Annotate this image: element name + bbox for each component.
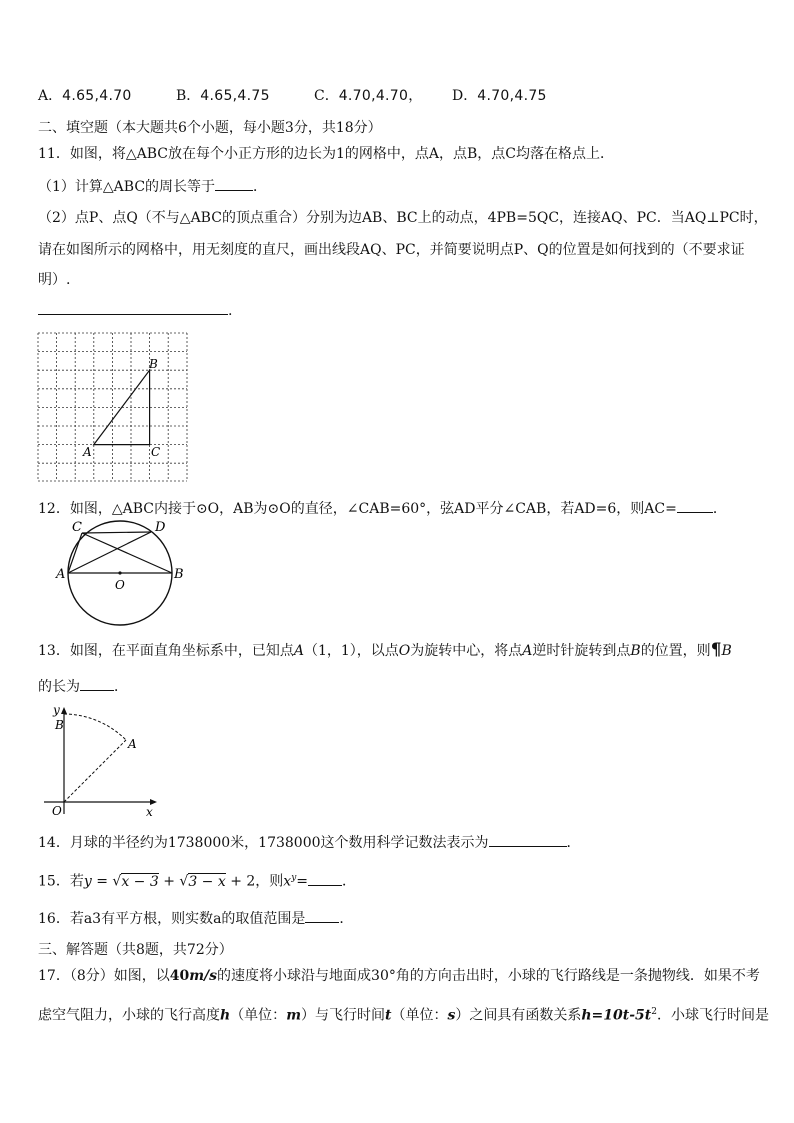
section-2-heading: 二、填空题（本大题共6个小题，每小题3分，共18分） [38, 120, 382, 136]
label-c: C [151, 445, 161, 459]
var-y: y [83, 873, 92, 890]
chord-cd [82, 532, 151, 533]
unit-m: m [286, 1007, 302, 1024]
answer-blank[interactable] [215, 176, 253, 191]
formula: h=10t-5t [581, 1007, 652, 1024]
speed-unit: m/s [189, 968, 218, 984]
answer-blank[interactable] [305, 908, 339, 923]
period: ． [253, 179, 268, 195]
option-a [38, 86, 132, 106]
q12-circle-figure [52, 518, 184, 628]
section-3-heading: 三、解答题（共8题，共72分） [38, 942, 233, 958]
q17-text: 17．（8分）如图，以 [38, 968, 170, 984]
label-o: O [115, 578, 125, 592]
q12-text [38, 498, 727, 519]
option-d [452, 86, 547, 106]
grid-lines [38, 333, 187, 481]
q13-text: 13．如图，在平面直角坐标系中，已知点 [38, 643, 294, 659]
q11-part2-line3: 明）. [38, 272, 71, 288]
option-value: 4.70,4.70， [338, 88, 423, 104]
q13-text: （1，1），以点 [303, 643, 399, 659]
var-x: x [283, 873, 292, 890]
point-b: B [630, 643, 641, 659]
label-b: B [55, 718, 64, 732]
q13-coordinate-figure [40, 702, 165, 820]
q11-answer-line [38, 300, 232, 321]
q13-line1 [38, 640, 732, 661]
period: ． [342, 873, 357, 890]
q13-text: 的长为 [38, 679, 80, 695]
arc-symbol: ¶ [710, 640, 722, 660]
period: ． [712, 501, 727, 517]
option-letter: C． [314, 88, 339, 104]
q13-text: 为旋转中心，将点 [410, 643, 523, 659]
var-t: t [385, 1007, 392, 1024]
exponent-y: y [291, 873, 297, 883]
q17-text: 虑空气阻力，小球的飞行高度 [38, 1007, 220, 1024]
label-a: A [56, 567, 66, 582]
sqrt-symbol: √ [179, 873, 189, 890]
label-x: x [146, 805, 153, 819]
option-value: 4.65,4.75 [200, 88, 270, 104]
label-d: D [155, 520, 166, 535]
segment-oa [64, 740, 126, 802]
option-value: 4.65,4.70 [62, 88, 132, 104]
point-a: A [293, 643, 304, 659]
answer-blank[interactable] [677, 498, 713, 513]
period: ． [339, 911, 354, 927]
q17-text: ）之间具有函数关系 [455, 1007, 582, 1024]
constant-term: + 2 [225, 873, 256, 890]
formula-exponent: 2 [651, 1007, 657, 1017]
plus-sign: + [158, 873, 180, 890]
answer-blank[interactable] [489, 832, 567, 847]
option-letter: A． [38, 88, 63, 104]
q16-stem: 16．若a3有平方根，则实数a的取值范围是 [38, 911, 306, 927]
q15-text [38, 868, 356, 892]
answer-blank[interactable] [80, 676, 114, 691]
unit-s: s [447, 1007, 456, 1024]
q11-grid-figure [37, 332, 189, 482]
q13-text: 逆时针旋转到点 [532, 643, 631, 659]
period: . [228, 303, 233, 319]
q17-text: ）与飞行时间 [301, 1007, 386, 1024]
q11-part1 [38, 176, 267, 197]
y-arrow-icon [61, 707, 67, 714]
q11-part2-line2: 请在如图所示的网格中，用无刻度的直尺，画出线段AQ、PC，并简要说明点P、Q的位置是如何找到的（不要求证 [38, 242, 745, 258]
q17-text: （单位： [230, 1007, 287, 1024]
q17-text: （单位： [391, 1007, 448, 1024]
label-a: A [128, 737, 137, 751]
equals-sign: = [296, 873, 309, 890]
answer-blank[interactable] [38, 300, 228, 315]
label-o: O [52, 804, 62, 818]
center-point [118, 571, 121, 574]
q17-text: ．小球飞行时间是 [657, 1007, 769, 1024]
arc-end-label: B [721, 643, 732, 659]
label-y: y [53, 703, 60, 717]
label-a: A [83, 445, 92, 459]
equals-sign: = [91, 873, 113, 890]
option-b [176, 86, 270, 106]
period: ． [566, 835, 581, 851]
q11-part2-line1: （2）点P、点Q（不与△ABC的顶点重合）分别为边AB、BC上的动点，4PB=5QC，连接AQ、PC．当AQ⊥PC时， [38, 210, 768, 226]
label-c: C [72, 520, 82, 535]
q12-stem: 12．如图，△ABC内接于⊙O，AB为⊙O的直径，∠CAB=60°，弦AD平分∠CAB，若AD=6，则AC= [38, 501, 677, 517]
option-letter: B． [176, 88, 201, 104]
q15-then: ，则 [255, 873, 284, 890]
sqrt-symbol: √ [112, 873, 122, 890]
q15-stem: 15．若 [38, 873, 84, 890]
q13-text: 的位置，则 [640, 643, 711, 659]
option-c [314, 86, 423, 106]
answer-blank[interactable] [308, 871, 342, 886]
q14-text [38, 832, 581, 853]
q16-text [38, 908, 353, 929]
q14-stem: 14．月球的半径约为1738000米，1738000这个数用科学记数法表示为 [38, 835, 489, 851]
var-h: h [220, 1007, 231, 1024]
q17-line1 [38, 966, 760, 986]
q11-part1-text: （1）计算△ABC的周长等于 [38, 179, 216, 195]
q11-stem: 11．如图，将△ABC放在每个小正方形的边长为1的网格中，点A，点B，点C均落在格点上． [38, 146, 614, 162]
q17-text: 的速度将小球沿与地面成30°角的方向击出时，小球的飞行路线是一条抛物线．如果不考 [217, 968, 760, 984]
radicand-2: 3 − x [188, 873, 226, 890]
label-b: B [174, 567, 184, 582]
label-b: B [149, 357, 158, 371]
arc-ab [64, 714, 126, 740]
radicand-1: x − 3 [121, 873, 159, 890]
point-a: A [522, 643, 533, 659]
option-letter: D． [452, 88, 478, 104]
speed-value: 40 [169, 968, 190, 984]
period: ． [114, 679, 128, 695]
q13-line2 [38, 676, 128, 697]
point-o: O [398, 643, 411, 659]
option-value: 4.70,4.75 [477, 88, 547, 104]
q17-line2 [38, 1002, 769, 1026]
